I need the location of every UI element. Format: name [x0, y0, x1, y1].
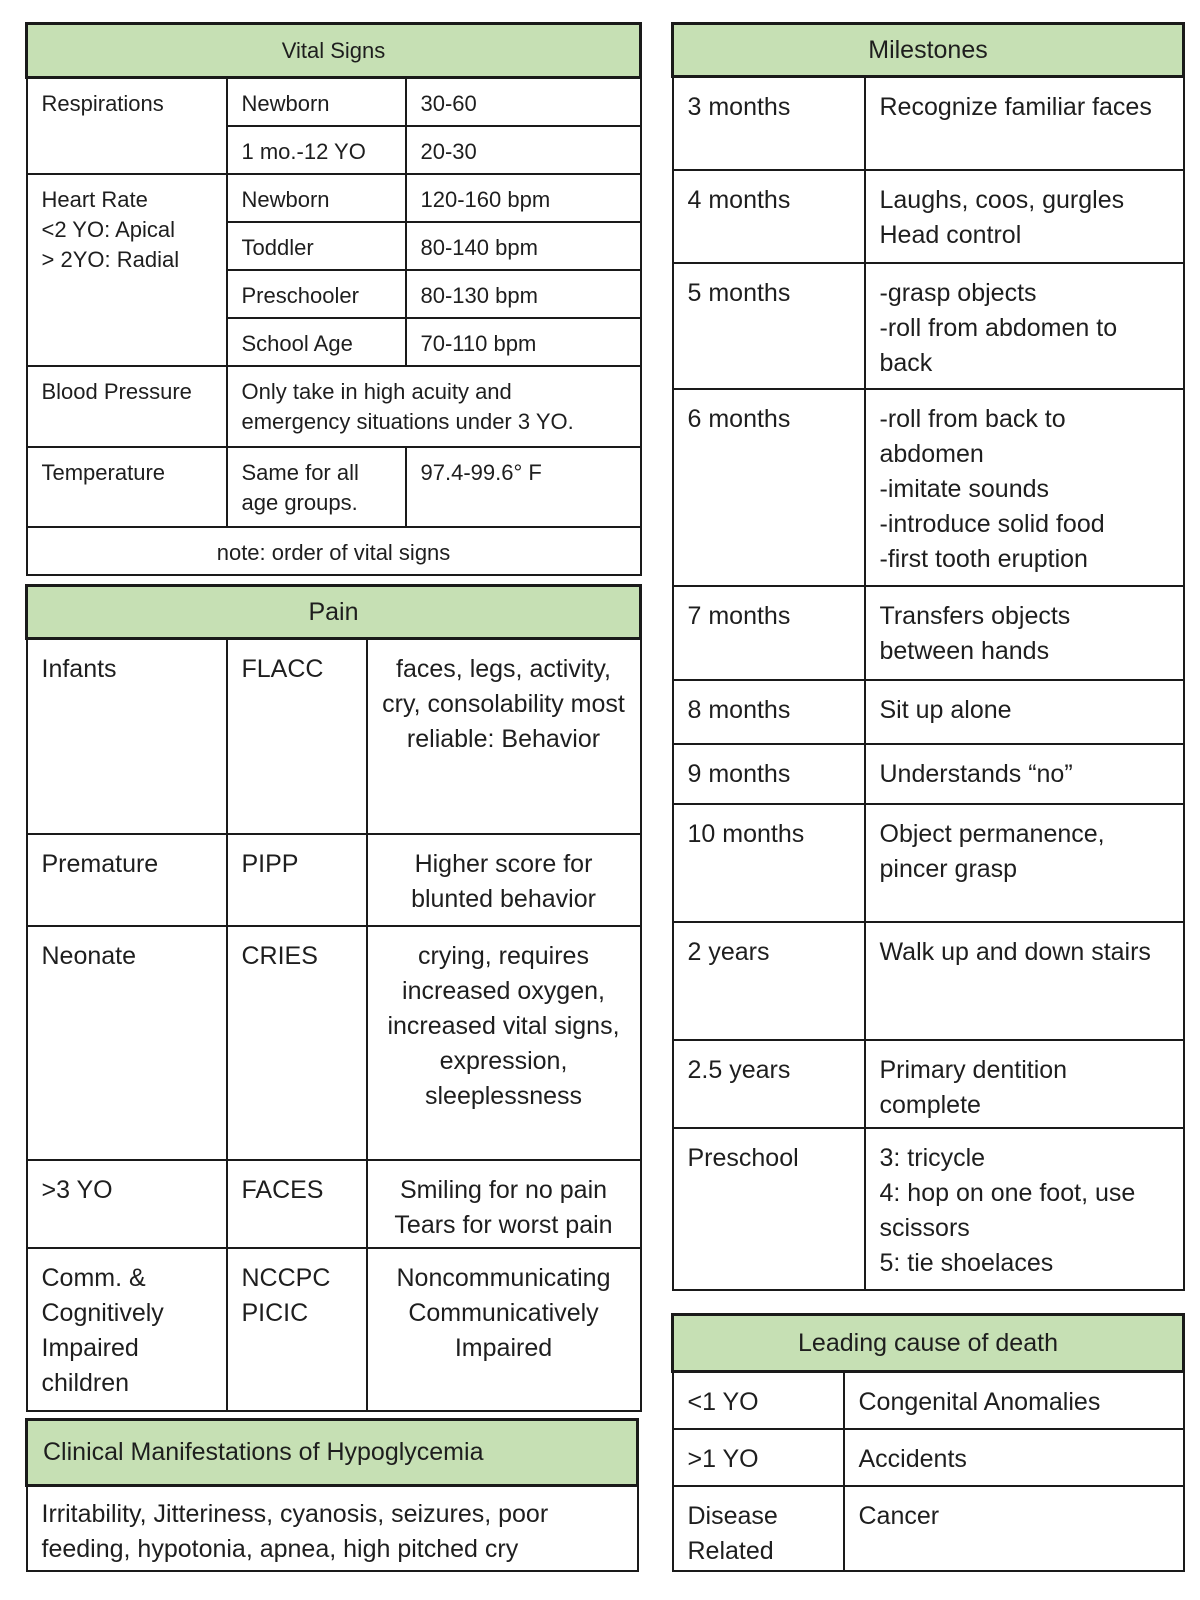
pain-age: Premature	[27, 834, 227, 926]
heart-rate-value: 80-130 bpm	[406, 270, 641, 318]
milestone-text: Object permanence, pincer grasp	[865, 804, 1184, 922]
milestones-table	[671, 22, 1185, 1291]
milestone-text: Primary dentition complete	[865, 1040, 1184, 1128]
heart-rate-group: School Age	[227, 318, 406, 366]
temperature-group: Same for all age groups.	[227, 447, 406, 527]
hypoglycemia-title: Clinical Manifestations of Hypoglycemia	[27, 1420, 638, 1486]
temperature-value: 97.4-99.6° F	[406, 447, 641, 527]
pain-description: Smiling for no pain Tears for worst pain	[367, 1160, 641, 1248]
milestone-age: 6 months	[673, 389, 865, 586]
milestone-text: Sit up alone	[865, 680, 1184, 744]
respirations-group: 1 mo.-12 YO	[227, 126, 406, 174]
respirations-label: Respirations	[27, 78, 227, 174]
milestone-text: Transfers objects between hands	[865, 586, 1184, 680]
pain-age: >3 YO	[27, 1160, 227, 1248]
pain-description: faces, legs, activity, cry, consolability most reliable: Behavior	[367, 639, 641, 834]
death-age: Disease Related	[673, 1486, 844, 1572]
death-cause: Accidents	[844, 1429, 1184, 1486]
heart-rate-value: 70-110 bpm	[406, 318, 641, 366]
pain-description: Higher score for blunted behavior	[367, 834, 641, 926]
pain-scale: PIPP	[227, 834, 367, 926]
temperature-label: Temperature	[27, 447, 227, 527]
milestone-text: Walk up and down stairs	[865, 922, 1184, 1040]
pain-age: Neonate	[27, 926, 227, 1160]
death-cause: Congenital Anomalies	[844, 1372, 1184, 1429]
vital-signs-title: Vital Signs	[27, 24, 641, 78]
pain-scale: FACES	[227, 1160, 367, 1248]
milestone-text: 3: tricycle 4: hop on one foot, use scissors 5: tie shoelaces	[865, 1128, 1184, 1290]
milestone-age: 2.5 years	[673, 1040, 865, 1128]
milestone-age: 9 months	[673, 744, 865, 804]
hypoglycemia-text: Irritability, Jitteriness, cyanosis, seizures, poor feeding, hypotonia, apnea, high pitched cry	[27, 1486, 638, 1572]
milestone-text: -grasp objects -roll from abdomen to back	[865, 263, 1184, 389]
milestone-age: 8 months	[673, 680, 865, 744]
milestone-text: Understands “no”	[865, 744, 1184, 804]
milestone-age: 4 months	[673, 170, 865, 263]
respirations-value: 20-30	[406, 126, 641, 174]
death-title: Leading cause of death	[673, 1315, 1184, 1372]
pain-table	[25, 584, 642, 1412]
milestone-text: -roll from back to abdomen -imitate sounds -introduce solid food -first tooth eruption	[865, 389, 1184, 586]
milestone-age: 3 months	[673, 77, 865, 170]
milestones-title: Milestones	[673, 24, 1184, 77]
heart-rate-value: 80-140 bpm	[406, 222, 641, 270]
heart-rate-value: 120-160 bpm	[406, 174, 641, 222]
pain-age: Infants	[27, 639, 227, 834]
pain-title: Pain	[27, 586, 641, 639]
pain-age: Comm. & Cognitively Impaired children	[27, 1248, 227, 1411]
milestone-age: 10 months	[673, 804, 865, 922]
pain-scale: FLACC	[227, 639, 367, 834]
pain-scale: CRIES	[227, 926, 367, 1160]
vital-signs-note: note: order of vital signs	[27, 527, 641, 575]
respirations-value: 30-60	[406, 78, 641, 126]
milestone-age: 7 months	[673, 586, 865, 680]
pain-scale: NCCPC PICIC	[227, 1248, 367, 1411]
leading-cause-of-death-table	[671, 1313, 1185, 1572]
respirations-group: Newborn	[227, 78, 406, 126]
death-age: >1 YO	[673, 1429, 844, 1486]
blood-pressure-label: Blood Pressure	[27, 366, 227, 446]
heart-rate-label: Heart Rate <2 YO: Apical > 2YO: Radial	[27, 174, 227, 367]
vital-signs-table	[25, 22, 642, 576]
heart-rate-group: Toddler	[227, 222, 406, 270]
milestone-age: 2 years	[673, 922, 865, 1040]
death-cause: Cancer	[844, 1486, 1184, 1572]
milestone-text: Recognize familiar faces	[865, 77, 1184, 170]
pain-description: Noncommunicating Communicatively Impaired	[367, 1248, 641, 1411]
milestone-age: Preschool	[673, 1128, 865, 1290]
hypoglycemia-table	[25, 1418, 639, 1572]
pain-description: crying, requires increased oxygen, increased vital signs, expression, sleeplessness	[367, 926, 641, 1160]
heart-rate-group: Preschooler	[227, 270, 406, 318]
blood-pressure-text: Only take in high acuity and emergency situations under 3 YO.	[227, 366, 641, 446]
death-age: <1 YO	[673, 1372, 844, 1429]
heart-rate-group: Newborn	[227, 174, 406, 222]
milestone-age: 5 months	[673, 263, 865, 389]
milestone-text: Laughs, coos, gurgles Head control	[865, 170, 1184, 263]
